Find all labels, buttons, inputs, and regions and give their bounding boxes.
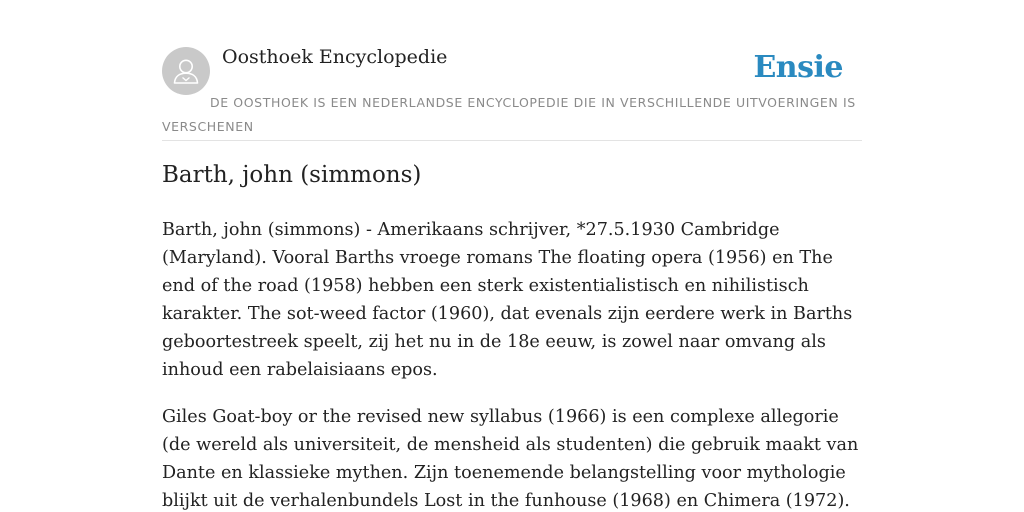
article-paragraph: Giles Goat-boy or the revised new syllabus (1966) is een complexe allegorie (de wereld als universiteit, de mensheid als studenten) die gebruik maakt van Dante en klassieke mythen. Zijn toenemende belangstelling voor mythologie blijkt uit de verhalenbundels Lost in the funhouse (1968) en Chimera (1972). bbox=[162, 407, 859, 511]
source-tagline: DE OOSTHOEK IS EEN NEDERLANDSE ENCYCLOPEDIE DIE IN VERSCHILLENDE UITVOERINGEN IS VERSCHENEN bbox=[162, 95, 856, 134]
source-name[interactable]: Oosthoek Encyclopedie bbox=[222, 46, 448, 68]
article-body bbox=[162, 216, 862, 512]
user-icon bbox=[162, 47, 210, 95]
header bbox=[162, 44, 862, 141]
avatar[interactable] bbox=[162, 47, 210, 95]
page-title: Barth, john (simmons) bbox=[162, 162, 422, 188]
brand-logo[interactable]: Ensie bbox=[753, 50, 843, 85]
article-paragraph: Barth, john (simmons) - Amerikaans schrijver, *27.5.1930 Cambridge (Maryland). Vooral Barths vroege romans The floating opera (1956) en The end of the road (1958) hebben een sterk existentialistisch en nihilistisch karakter. The sot-weed factor (1960), dat evenals zijn eerdere werk in Barths geboortestreek speelt, zij het nu in de 18e eeuw, is zowel naar omvang als inhoud een rabelaisiaans epos. bbox=[162, 220, 853, 380]
